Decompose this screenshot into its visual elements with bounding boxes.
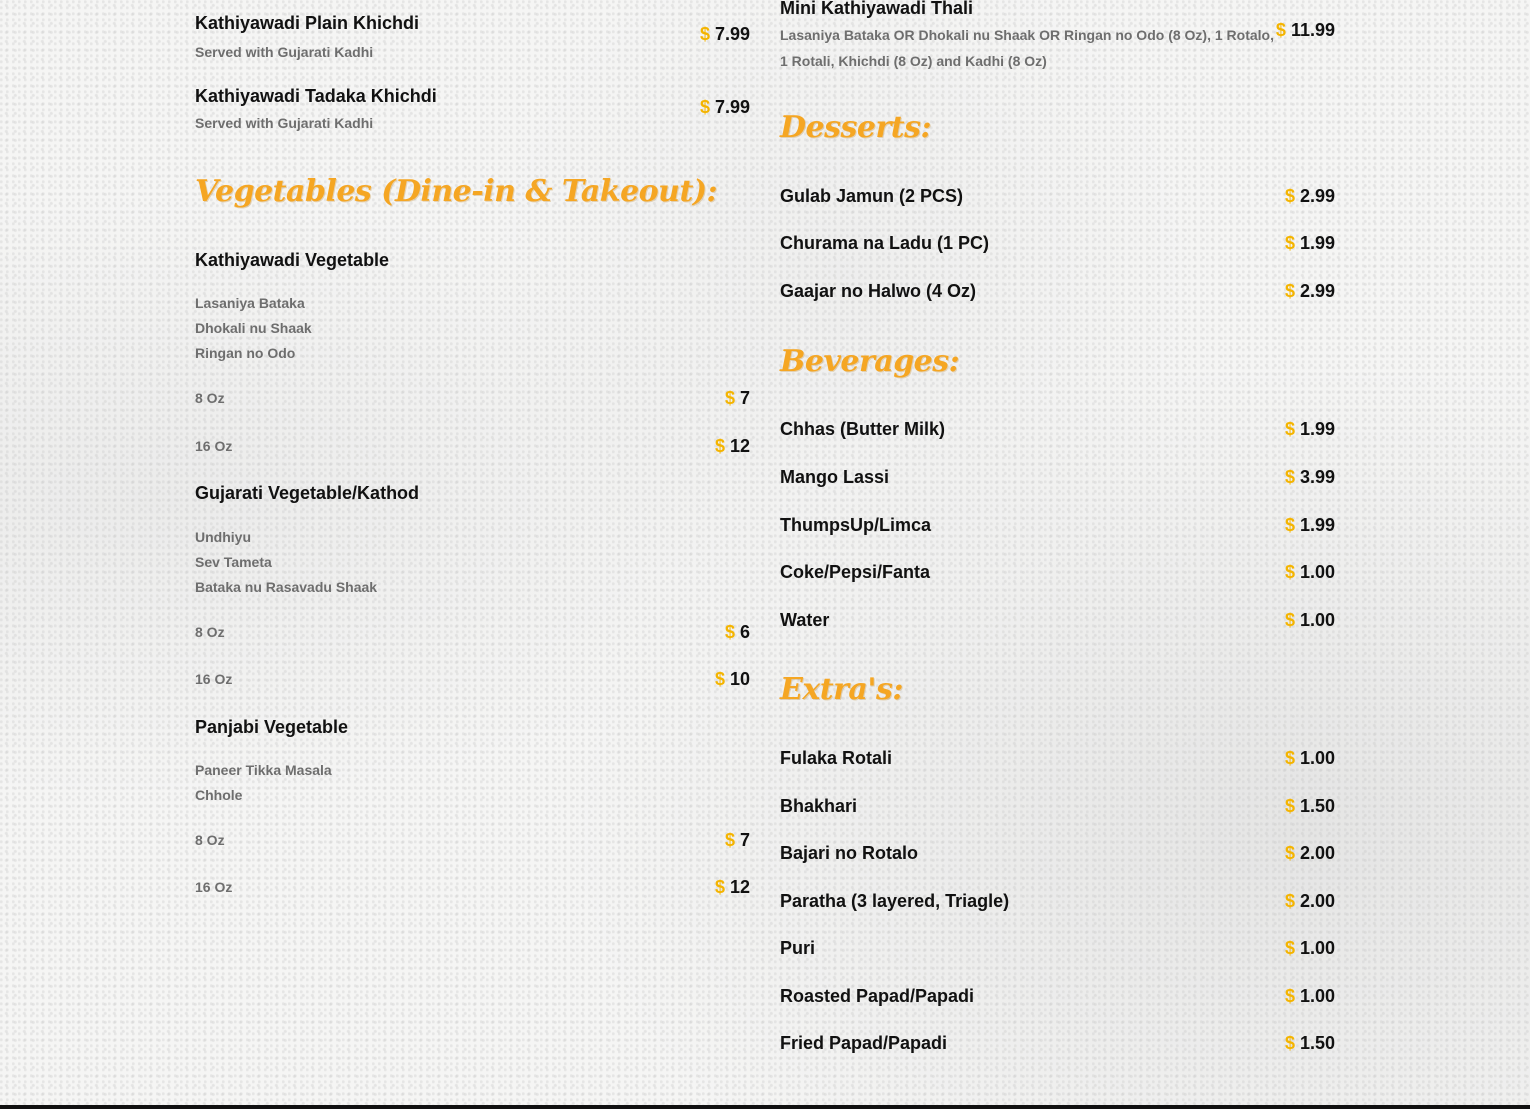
size-row <box>195 666 750 692</box>
currency-symbol: $ <box>714 669 725 689</box>
price-value: 7 <box>739 388 750 408</box>
size-row <box>195 874 750 900</box>
currency-symbol: $ <box>714 436 725 456</box>
menu-item <box>780 230 1335 256</box>
item-price <box>1276 20 1335 41</box>
menu-item <box>780 840 1335 866</box>
price-value: 3.99 <box>1299 467 1335 487</box>
menu-item <box>780 983 1335 1009</box>
item-price <box>1285 183 1335 209</box>
currency-symbol: $ <box>1284 891 1295 911</box>
price-value: 2.00 <box>1299 843 1335 863</box>
item-price <box>1285 416 1335 442</box>
size-row <box>195 827 750 853</box>
item-name: Fried Papad/Papadi <box>780 1033 948 1053</box>
veg-option: Chhole <box>195 787 243 803</box>
item-name: Bajari no Rotalo <box>780 843 919 863</box>
price-value: 1.00 <box>1299 748 1335 768</box>
menu-item <box>780 512 1335 538</box>
size-row <box>195 385 750 411</box>
veg-option: Dhokali nu Shaak <box>195 320 312 336</box>
menu-item <box>780 559 1335 585</box>
item-name: Puri <box>780 938 816 958</box>
size-label: 16 Oz <box>195 879 233 895</box>
price-value: 1.99 <box>1299 233 1335 253</box>
currency-symbol: $ <box>1284 1033 1295 1053</box>
item-name: Mini Kathiyawadi Thali <box>780 0 974 18</box>
item-price <box>1285 840 1335 866</box>
menu-item <box>195 84 750 136</box>
veg-option: Ringan no Odo <box>195 345 296 361</box>
item-name: Fulaka Rotali <box>780 748 893 768</box>
item-price <box>715 874 750 900</box>
price-value: 7 <box>739 830 750 850</box>
menu-item <box>780 793 1335 819</box>
price-value: 1.00 <box>1299 610 1335 630</box>
size-label: 8 Oz <box>195 390 225 406</box>
currency-symbol: $ <box>1284 233 1295 253</box>
currency-symbol: $ <box>1284 938 1295 958</box>
veg-options <box>195 525 750 600</box>
item-name: Paratha (3 layered, Triagle) <box>780 891 1010 911</box>
currency-symbol: $ <box>1284 515 1295 535</box>
menu-item <box>780 888 1335 914</box>
item-name: Kathiyawadi Tadaka Khichdi <box>195 86 437 106</box>
item-name: Kathiyawadi Plain Khichdi <box>195 13 420 33</box>
item-price <box>715 433 750 459</box>
price-value: 7.99 <box>714 24 750 44</box>
item-price <box>1285 607 1335 633</box>
currency-symbol: $ <box>724 830 735 850</box>
price-value: 7.99 <box>714 97 750 117</box>
price-value: 12 <box>729 877 750 897</box>
veg-option: Lasaniya Bataka <box>195 295 305 311</box>
item-price <box>1285 983 1335 1009</box>
item-description: Lasaniya Bataka OR Dhokali nu Shaak OR Ringan no Odo (8 Oz), 1 Rotalo, <box>780 27 1274 43</box>
menu-item <box>780 416 1335 442</box>
item-price <box>1285 559 1335 585</box>
menu-item <box>780 1030 1335 1056</box>
item-name: Churama na Ladu (1 PC) <box>780 233 990 253</box>
veg-group-name: Kathiyawadi Vegetable <box>195 250 390 270</box>
menu-item <box>780 464 1335 490</box>
item-name: Gaajar no Halwo (4 Oz) <box>780 281 977 301</box>
footer-divider <box>0 1105 1530 1109</box>
size-label: 16 Oz <box>195 438 233 454</box>
item-price <box>1285 793 1335 819</box>
currency-symbol: $ <box>724 622 735 642</box>
item-price <box>715 666 750 692</box>
size-label: 8 Oz <box>195 832 225 848</box>
veg-group <box>195 481 750 600</box>
veg-option: Sev Tameta <box>195 554 272 570</box>
item-price <box>725 619 750 645</box>
size-label: 16 Oz <box>195 671 233 687</box>
item-price <box>700 24 750 45</box>
currency-symbol: $ <box>714 877 725 897</box>
price-value: 2.99 <box>1299 186 1335 206</box>
menu-item-thali <box>780 0 1335 74</box>
item-price <box>1285 888 1335 914</box>
currency-symbol: $ <box>1284 796 1295 816</box>
menu-item <box>780 278 1335 304</box>
item-price <box>1285 1030 1335 1056</box>
currency-symbol: $ <box>1284 562 1295 582</box>
item-description: Served with Gujarati Kadhi <box>195 115 374 131</box>
price-value: 1.99 <box>1299 419 1335 439</box>
price-value: 2.00 <box>1299 891 1335 911</box>
item-name: Coke/Pepsi/Fanta <box>780 562 931 582</box>
veg-group <box>195 248 750 366</box>
price-value: 12 <box>729 436 750 456</box>
item-name: Water <box>780 610 830 630</box>
veg-options <box>195 758 750 808</box>
price-value: 11.99 <box>1290 20 1335 40</box>
price-value: 1.00 <box>1299 562 1335 582</box>
currency-symbol: $ <box>1275 20 1286 40</box>
currency-symbol: $ <box>1284 610 1295 630</box>
item-name: Mango Lassi <box>780 467 890 487</box>
veg-group <box>195 715 750 808</box>
item-price <box>1285 278 1335 304</box>
veg-group-name: Panjabi Vegetable <box>195 717 349 737</box>
menu-item <box>780 183 1335 209</box>
item-price <box>725 827 750 853</box>
veg-option: Undhiyu <box>195 529 251 545</box>
currency-symbol: $ <box>699 97 710 117</box>
section-title-vegetables: Vegetables (Dine-in & Takeout): <box>195 174 718 209</box>
price-value: 1.00 <box>1299 986 1335 1006</box>
item-description: Served with Gujarati Kadhi <box>195 44 374 60</box>
currency-symbol: $ <box>1284 748 1295 768</box>
section-title-extras: Extra's: <box>780 672 904 707</box>
veg-group-name: Gujarati Vegetable/Kathod <box>195 483 420 503</box>
veg-option: Bataka nu Rasavadu Shaak <box>195 579 378 595</box>
item-name: Gulab Jamun (2 PCS) <box>780 186 964 206</box>
item-price <box>700 97 750 118</box>
veg-option: Paneer Tikka Masala <box>195 762 332 778</box>
item-price <box>1285 512 1335 538</box>
item-name: Roasted Papad/Papadi <box>780 986 975 1006</box>
menu-item <box>780 607 1335 633</box>
currency-symbol: $ <box>699 24 710 44</box>
currency-symbol: $ <box>1284 419 1295 439</box>
item-description: 1 Rotali, Khichdi (8 Oz) and Kadhi (8 Oz) <box>780 53 1047 69</box>
price-value: 1.00 <box>1299 938 1335 958</box>
menu-item <box>195 11 750 65</box>
item-price <box>1285 935 1335 961</box>
item-name: Chhas (Butter Milk) <box>780 419 946 439</box>
price-value: 1.50 <box>1299 1033 1335 1053</box>
section-title-beverages: Beverages: <box>780 344 960 379</box>
size-row <box>195 433 750 459</box>
menu-item <box>780 935 1335 961</box>
currency-symbol: $ <box>1284 281 1295 301</box>
currency-symbol: $ <box>1284 186 1295 206</box>
currency-symbol: $ <box>724 388 735 408</box>
size-label: 8 Oz <box>195 624 225 640</box>
price-value: 2.99 <box>1299 281 1335 301</box>
size-row <box>195 619 750 645</box>
section-title-desserts: Desserts: <box>780 110 932 145</box>
veg-options <box>195 291 750 366</box>
currency-symbol: $ <box>1284 843 1295 863</box>
price-value: 1.50 <box>1299 796 1335 816</box>
item-price <box>1285 745 1335 771</box>
price-value: 6 <box>739 622 750 642</box>
price-value: 10 <box>729 669 750 689</box>
price-value: 1.99 <box>1299 515 1335 535</box>
item-price <box>1285 464 1335 490</box>
item-name: ThumpsUp/Limca <box>780 515 932 535</box>
currency-symbol: $ <box>1284 467 1295 487</box>
item-price <box>725 385 750 411</box>
menu-item <box>780 745 1335 771</box>
currency-symbol: $ <box>1284 986 1295 1006</box>
item-price <box>1285 230 1335 256</box>
item-name: Bhakhari <box>780 796 858 816</box>
